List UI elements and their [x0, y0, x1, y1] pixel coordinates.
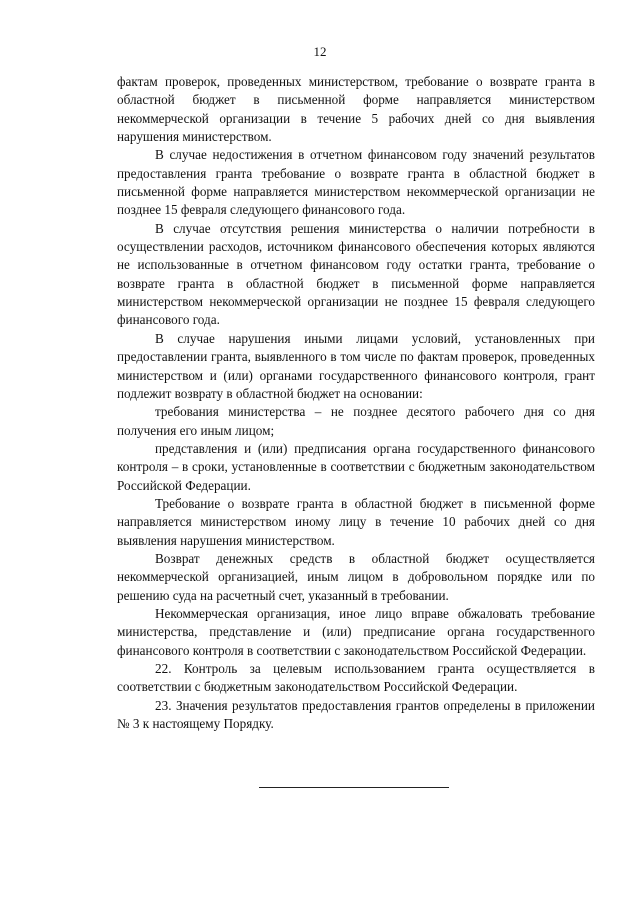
- paragraph-refund-procedure: Возврат денежных средств в областной бюджет осуществляется некоммерческой организацией, иным лицом в добровольном порядке или по решению суда на расчетный счет, указанный в требовании.: [117, 550, 595, 603]
- paragraph-requirement-to-other-person: Требование о возврате гранта в областной бюджет в письменной форме направляется министерством иному лицу в течение 10 рабочих дней со дня выявления нарушения министерством.: [117, 495, 595, 548]
- paragraph-unused-balances: В случае отсутствия решения министерства о наличии потребности в осуществлении расходов, источником финансового обеспечения которых являются не использованные в отчетном финансовом году остатки гранта, требование о возврате гранта в областной бюджет в письменной форме направляется министерством некоммерческой организации не позднее 15 февраля следующего финансового года.: [117, 220, 595, 328]
- paragraph-item-23: 23. Значения результатов предоставления грантов определены в приложении № 3 к настоящему Порядку.: [117, 697, 595, 732]
- paragraph-target-values: В случае недостижения в отчетном финансовом году значений результатов предоставления гранта требование о возврате гранта в областной бюджет в письменной форме направляется министерством некоммерческой организации не позднее 15 февраля следующего финансового года.: [117, 147, 595, 218]
- paragraph-continuation: фактам проверок, проведенных министерством, требование о возврате гранта в областной бюджет в письменной форме направляется министерством некоммерческой организации в течение 5 рабочих дней со дня выявления нарушения министерством.: [117, 74, 595, 145]
- paragraph-control-body-order: представления и (или) предписания органа государственного финансового контроля – в сроки, установленные в соответствии с бюджетным законодательством Российской Федерации.: [117, 440, 595, 493]
- page-number: 12: [313, 44, 327, 59]
- end-of-document-line: [259, 787, 449, 788]
- paragraph-ministry-requirement: требования министерства – не позднее десятого рабочего дня со дня получения его иным лицом;: [117, 404, 595, 438]
- paragraph-other-persons-violation: В случае нарушения иными лицами условий, установленных при предоставлении гранта, выявленного в том числе по фактам проверок, проведенных министерством и (или) органами государственного финансового контроля, грант подлежит возврату в областной бюджет на основании:: [117, 330, 595, 401]
- paragraph-appeal-right: Некоммерческая организация, иное лицо вправе обжаловать требование министерства, представление и (или) предписание органа государственного финансового контроля в соответствии с законодательством Российской Федерации.: [117, 605, 595, 658]
- document-body: [117, 73, 595, 733]
- paragraph-item-22: 22. Контроль за целевым использованием гранта осуществляется в соответствии с бюджетным законодательством Российской Федерации.: [117, 661, 595, 695]
